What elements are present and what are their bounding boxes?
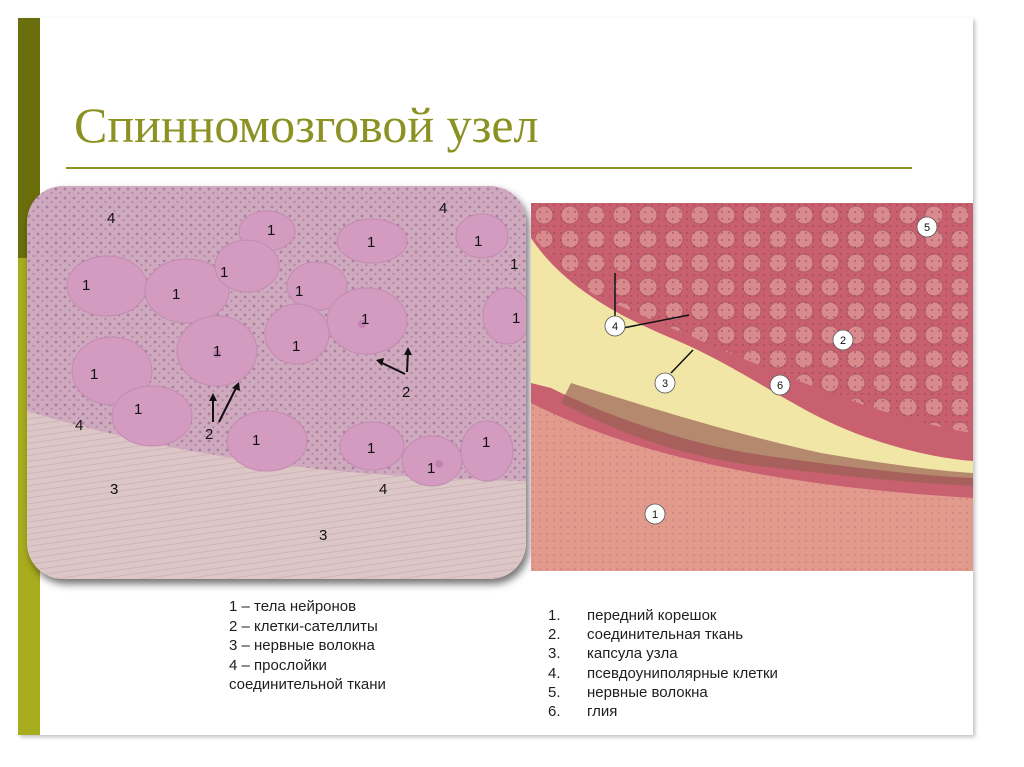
left-label-4: 4 [107,210,116,227]
legend-right-text: передний корешок [587,607,717,624]
right-label-6: 6 [776,380,784,392]
legend-left-item: 1 – тела нейронов [229,598,357,615]
legend-left-item: 3 – нервные волокна [229,637,375,654]
left-label-1: 1 [482,434,491,451]
legend-right-number: 3. [548,645,561,663]
legend-right-text: капсула узла [587,645,678,663]
legend-right-number: 6. [548,703,561,721]
right-label-3: 3 [661,378,669,390]
legend-right-text: соединительная ткань [587,626,744,644]
left-label-1: 1 [134,401,143,418]
legend-right-item [548,664,778,683]
right-label-5: 5 [923,222,931,234]
left-label-4: 4 [75,417,84,434]
legend-right-number: 2. [548,626,561,644]
legend-right-item [548,625,778,644]
legend-right-item [548,644,778,663]
left-label-1: 1 [82,277,91,294]
page-title: Спинномозговой узел [74,97,539,153]
title-divider [66,167,912,169]
micrograph-right-image [531,203,973,571]
legend-right-item [548,702,778,721]
left-label-1: 1 [172,286,181,303]
left-label-1: 1 [252,432,261,449]
legend-right-number: 5. [548,683,561,701]
right-label-2: 2 [839,335,847,347]
left-label-1: 1 [213,343,222,360]
left-label-1: 1 [295,283,304,300]
legend-right-text: глия [587,703,618,721]
legend-right-item [548,606,778,625]
left-label-2: 2 [402,384,411,401]
legend-right-number: 1. [548,607,561,624]
legend-right-text: нервные волокна [587,683,708,701]
left-label-1: 1 [220,264,229,281]
left-label-3: 3 [319,527,328,544]
legend-left [229,597,386,695]
legend-right-number: 4. [548,664,561,682]
legend-left-item: 2 – клетки-сателлиты [229,617,378,635]
left-label-2: 2 [205,426,214,443]
left-label-1: 1 [367,234,376,251]
left-label-1: 1 [427,460,436,477]
left-label-1: 1 [292,338,301,355]
left-label-1: 1 [367,440,376,457]
left-label-1: 1 [474,233,483,250]
right-label-1: 1 [651,509,659,521]
micrograph-left [27,186,526,579]
legend-left-item: 4 – прослойки [229,656,327,674]
left-label-1: 1 [361,311,370,328]
left-label-1: 1 [512,310,521,327]
right-label-4: 4 [611,321,619,333]
left-label-1: 1 [510,256,519,273]
legend-right-item [548,683,778,702]
legend-right [548,606,778,721]
micrograph-right [531,203,973,571]
micrograph-left-image [27,186,526,579]
legend-left-item: соединительной ткани [229,676,386,693]
left-label-1: 1 [267,222,276,239]
legend-right-text: псевдоуниполярные клетки [587,664,778,682]
left-label-3: 3 [110,481,119,498]
left-label-1: 1 [90,366,99,383]
left-label-4: 4 [439,200,448,217]
left-label-4: 4 [379,481,388,498]
